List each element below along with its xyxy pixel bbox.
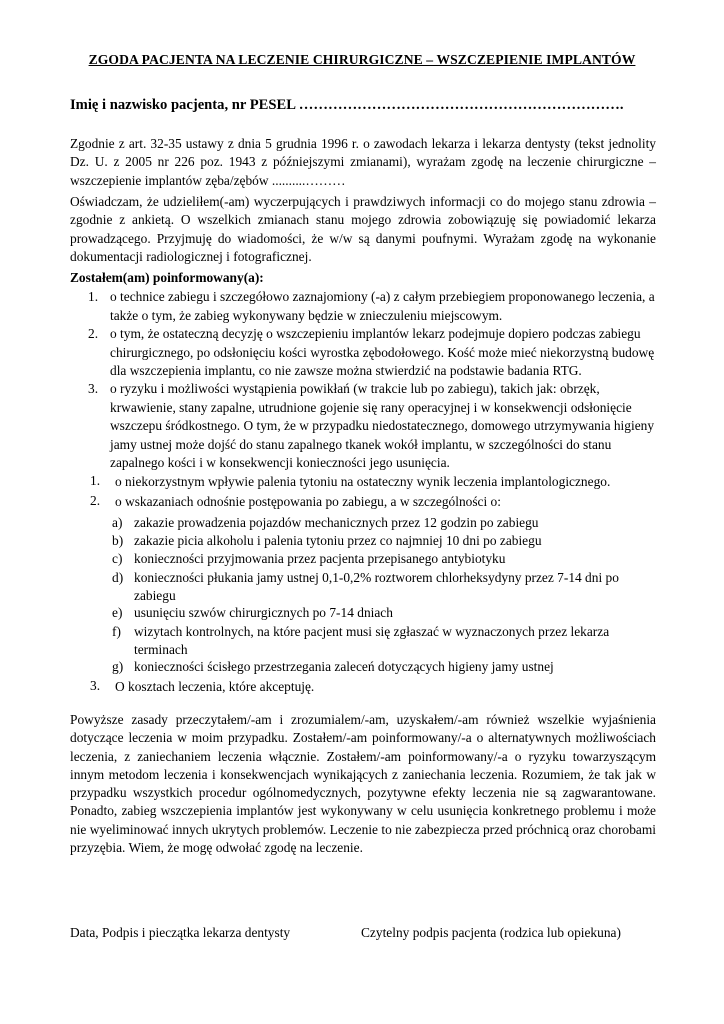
- sublist-item: [112, 604, 652, 622]
- sublist-item: [112, 514, 652, 532]
- doctor-signature-label: Data, Podpis i pieczątka lekarza dentysty: [70, 925, 291, 940]
- sublist-item: [112, 623, 652, 659]
- sublist-item-letter: c): [112, 551, 123, 566]
- sublist-item-text: wizytach kontrolnych, na które pacjent musi się zgłaszać w wyznaczonych przez lekarza terminach: [134, 624, 610, 658]
- sublist-item-letter: a): [112, 515, 123, 530]
- sublist-item-letter: f): [112, 624, 121, 639]
- sublist-item-text: konieczności ścisłego przestrzegania zaleceń dotyczących higieny jamy ustnej: [134, 659, 554, 674]
- list-item-text: o ryzyku i możliwości wystąpienia powikłań (w trakcie lub po zabiegu), takich jak: obrzęk, krwawienie, stany zapalne, utrudnione gojenie się rany operacyjnej i w konsekwencji odsłonięcie wszczepu śródkostnego. O tym, że w przypadku niedostatecznego, domowego utrzymywania higieny jamy ustnej może dojść do stanu zapalnego tkanek wokół implantu, w szczególności do stanu zapalnego kości i w konsekwencji konieczności jego usunięcia.: [110, 381, 655, 471]
- sublist-item-letter: g): [112, 659, 124, 674]
- list-item: [88, 380, 658, 473]
- patient-signature-label: Czytelny podpis pacjenta (rodzica lub opiekuna): [361, 925, 621, 940]
- list-item: [88, 288, 658, 325]
- sublist-item-text: usunięciu szwów chirurgicznych po 7-14 dniach: [134, 605, 393, 620]
- sublist-item-text: zakazie prowadzenia pojazdów mechanicznych przez 12 godzin po zabiegu: [134, 515, 539, 530]
- consent-paragraph-legal-basis: Zgodnie z art. 32-35 ustawy z dnia 5 grudnia 1996 r. o zawodach lekarza i lekarza dentysty (tekst jednolity Dz. U. z 2005 nr 226 poz. 1943 z późniejszymi zmianami), wyrażam zgodę na leczenie chirurgiczne – wszczepienie implantów zęba/zębów ..........………: [70, 136, 656, 188]
- sublist-item: [112, 569, 652, 605]
- sublist-item-letter: b): [112, 533, 124, 548]
- list-item-text: o technice zabiegu i szczegółowo zaznajomiony (-a) z całym przebiegiem proponowanego leczenia, a także o tym, że zabieg wykonywany będzie w znieczuleniu miejscowym.: [110, 289, 655, 323]
- list-item-text: o wskazaniach odnośnie postępowania po zabiegu, a w szczególności o:: [115, 494, 501, 509]
- informed-heading: Zostałem(am) poinformowany(a):: [70, 270, 264, 285]
- sublist-item-text: zakazie picia alkoholu i palenia tytoniu przez co najmniej 10 dni po zabiegu: [134, 533, 542, 548]
- list-item: [88, 325, 658, 381]
- patient-name-pesel-line: Imię i nazwisko pacjenta, nr PESEL ………………………………………………………….: [70, 97, 624, 113]
- list-item-number: 3.: [90, 678, 101, 693]
- sublist-item: [112, 658, 652, 676]
- list-item-number: 1.: [88, 289, 99, 304]
- list-item-text: o tym, że ostateczną decyzję o wszczepieniu implantów lekarz podejmuje dopiero podczas zabiegu chirurgicznego, po odsłonięciu kości wyrostka zębodołowego. Kość może mieć niekorzystną budowę dla wszczepienia implantu, co nie zawsze można stwierdzić na podstawie badania RTG.: [110, 326, 655, 379]
- sublist-item-letter: d): [112, 570, 124, 585]
- list-item-number: 1.: [90, 473, 101, 488]
- health-declaration-paragraph: Oświadczam, że udzieliłem(-am) wyczerpujących i prawdziwych informacji co do mojego stanu zdrowia – zgodnie z ankietą. O wszelkich zmianach stanu mojego zdrowia zobowiązuję się powiadomić lekarza prowadzącego. Przyjmuję do wiadomości, że w/w są danymi poufnymi. Wyrażam zgodę na wykonanie dokumentacji radiologicznej i fotograficznej.: [70, 194, 656, 265]
- document-title: ZGODA PACJENTA NA LECZENIE CHIRURGICZNE – WSZCZEPIENIE IMPLANTÓW: [88, 52, 636, 67]
- sublist-item-letter: e): [112, 605, 123, 620]
- sublist-item: [112, 532, 652, 550]
- list-item-number: 2.: [90, 493, 101, 508]
- sublist-item-text: konieczności przyjmowania przez pacjenta przepisanego antybiotyku: [134, 551, 506, 566]
- sublist-item-text: konieczności płukania jamy ustnej 0,1-0,2% roztworem chlorheksydyny przez 7-14 dni po zabiegu: [134, 570, 619, 604]
- list-item-number: 2.: [88, 326, 99, 341]
- list-item-text: o niekorzystnym wpływie palenia tytoniu na ostateczny wynik leczenia implantologicznego.: [115, 474, 611, 489]
- sublist-item: [112, 550, 652, 568]
- list-item-number: 3.: [88, 381, 99, 396]
- list-item-text: O kosztach leczenia, które akceptuję.: [115, 679, 315, 694]
- final-statement-paragraph: Powyższe zasady przeczytałem/-am i zrozumialem/-am, uzyskałem/-am również wszelkie wyjaśnienia dotyczące leczenia w moim przypadku. Zostałem/-am poinformowany/-a o alternatywnych możliwościach leczenia, z zaniechaniem leczenia włącznie. Zostałem/-am poinformowany/-a o ryzyku towarzyszącym innym metodom leczenia i konsekwencjach wynikających z zaniechania leczenia. Rozumiem, że tak jak w przypadku wszystkich procedur ogólnomedycznych, pozytywne efekty leczenia nie są zagwarantowane. Ponadto, zabieg wszczepienia implantów jest wykonywany w celu usunięcia konkretnego problemu i może nie wyeliminować innych ukrytych problemów. Leczenie to nie zabezpiecza przed próchnicą oraz chorobami przyzębia. Wiem, że mogę odwołać zgodę na leczenie.: [70, 712, 656, 856]
